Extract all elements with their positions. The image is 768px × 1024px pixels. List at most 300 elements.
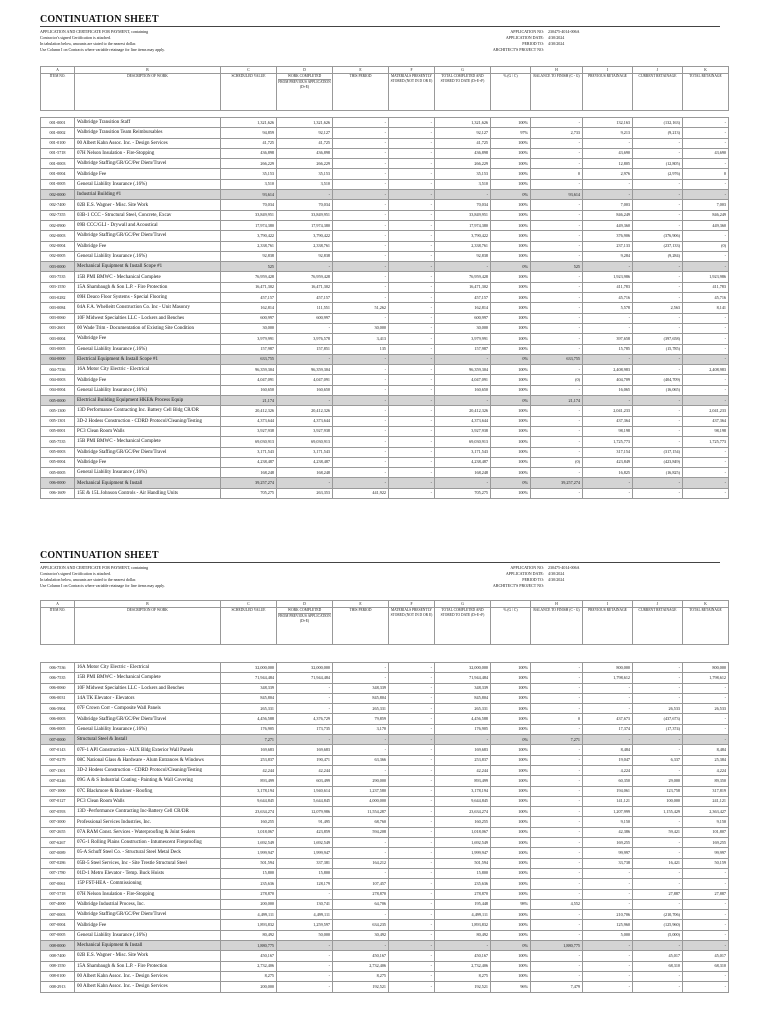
- amount-cell: -: [633, 138, 683, 148]
- column-letter: J: [633, 67, 683, 74]
- amount-cell: -: [683, 128, 729, 138]
- amount-cell: 194,061: [583, 786, 633, 796]
- amount-cell: 29,000: [633, 776, 683, 786]
- column-letter: G: [435, 67, 491, 74]
- amount-cell: 8,275: [221, 971, 277, 981]
- amount-cell: -: [583, 354, 633, 364]
- table-row: [41, 755, 729, 765]
- item-no: 007-0246: [41, 776, 75, 786]
- amount-cell: 98,198: [683, 426, 729, 436]
- amount-cell: 1,880,775: [531, 941, 583, 951]
- amount-cell: 100%: [491, 179, 531, 189]
- amount-cell: -: [389, 899, 435, 909]
- amount-cell: 705,275: [221, 488, 277, 498]
- amount-cell: -: [389, 724, 435, 734]
- table-row: [41, 951, 729, 961]
- amount-cell: -: [531, 910, 583, 920]
- amount-cell: -: [531, 220, 583, 230]
- work-description: 07G-1 Rolling Plains Construction - Intumescent Fireproofing: [75, 838, 221, 848]
- amount-cell: 1,999,947: [277, 848, 333, 858]
- amount-cell: -: [583, 488, 633, 498]
- amount-cell: 32,000,000: [277, 663, 333, 673]
- amount-cell: 33,849,951: [221, 210, 277, 220]
- column-header: TOTAL COMPLETED AND STORED TO DATE (D+E+F): [435, 608, 491, 645]
- work-description: 07C Blackmore & Buckner - Roofing: [75, 786, 221, 796]
- amount-cell: 164,212: [333, 858, 389, 868]
- item-no: 002-7400: [41, 200, 75, 210]
- table-row: [41, 210, 729, 220]
- amount-cell: 893,499: [221, 776, 277, 786]
- amount-cell: -: [389, 118, 435, 128]
- column-header: SCHEDULED VALUE: [221, 608, 277, 645]
- amount-cell: 1,018,067: [221, 827, 277, 837]
- table-row: [41, 961, 729, 971]
- item-no: 003-7535: [41, 272, 75, 282]
- amount-cell: -: [333, 941, 389, 951]
- amount-cell: -: [333, 478, 389, 488]
- table-row: [41, 971, 729, 981]
- item-no: 006-7536: [41, 663, 75, 673]
- amount-cell: -: [583, 971, 633, 981]
- amount-cell: (5,000): [633, 930, 683, 940]
- amount-cell: -: [389, 848, 435, 858]
- period-to-label: PERIOD TO:: [522, 41, 544, 46]
- table-row: [41, 344, 729, 354]
- amount-cell: -: [583, 951, 633, 961]
- amount-cell: -: [389, 365, 435, 375]
- amount-cell: 107,457: [333, 879, 389, 889]
- amount-cell: -: [333, 437, 389, 447]
- amount-cell: 76,959,428: [221, 272, 277, 282]
- work-description: Electrical Equipment & Install Scope #1: [75, 354, 221, 364]
- amount-cell: -: [583, 683, 633, 693]
- amount-cell: -: [333, 200, 389, 210]
- work-description: Walbridge Staffing/GR/GC/Per Diem/Travel: [75, 159, 221, 169]
- item-no: 007-0286: [41, 858, 75, 868]
- amount-cell: 70,034: [277, 200, 333, 210]
- table-row: [41, 683, 729, 693]
- amount-cell: 192,521: [435, 982, 491, 992]
- amount-cell: -: [531, 786, 583, 796]
- amount-cell: 4,456,588: [435, 714, 491, 724]
- amount-cell: 457,157: [221, 293, 277, 303]
- header-line: APPLICATION AND CERTIFICATE FOR PAYMENT, containing: [40, 29, 149, 34]
- amount-cell: 100%: [491, 303, 531, 313]
- work-completed-label: WORK COMPLETED: [278, 608, 331, 614]
- amount-cell: 89,350: [683, 776, 729, 786]
- amount-cell: 449,360: [583, 220, 633, 230]
- amount-cell: -: [531, 488, 583, 498]
- amount-cell: 70,034: [221, 200, 277, 210]
- column-letter: B: [75, 601, 221, 608]
- amount-cell: 411,783: [583, 282, 633, 292]
- table-row: [41, 879, 729, 889]
- amount-cell: 100%: [491, 385, 531, 395]
- table-row: [41, 272, 729, 282]
- amount-cell: 1,725,773: [583, 437, 633, 447]
- amount-cell: -: [389, 755, 435, 765]
- amount-cell: 96%: [491, 982, 531, 992]
- amount-cell: 100%: [491, 118, 531, 128]
- amount-cell: -: [389, 889, 435, 899]
- amount-cell: -: [389, 765, 435, 775]
- table-row: [41, 251, 729, 261]
- amount-cell: 846,249: [583, 210, 633, 220]
- amount-cell: 3,976,578: [277, 334, 333, 344]
- amount-cell: 3,790,422: [221, 231, 277, 241]
- amount-cell: 99,997: [583, 848, 633, 858]
- amount-cell: 50,159: [683, 858, 729, 868]
- amount-cell: -: [333, 406, 389, 416]
- amount-cell: -: [531, 138, 583, 148]
- table-row: [41, 220, 729, 230]
- table-row: [41, 282, 729, 292]
- amount-cell: 4,499,111: [277, 910, 333, 920]
- amount-cell: 100%: [491, 868, 531, 878]
- amount-cell: 100%: [491, 663, 531, 673]
- amount-cell: -: [531, 683, 583, 693]
- amount-cell: 9,150: [583, 817, 633, 827]
- amount-cell: 253,837: [435, 755, 491, 765]
- amount-cell: -: [683, 251, 729, 261]
- amount-cell: 437,364: [583, 416, 633, 426]
- amount-cell: 9,213: [583, 128, 633, 138]
- amount-cell: 265,331: [221, 704, 277, 714]
- item-no: 005-0005: [41, 468, 75, 478]
- amount-cell: -: [333, 663, 389, 673]
- amount-cell: 35,153: [221, 169, 277, 179]
- amount-cell: -: [531, 251, 583, 261]
- table-row: [41, 899, 729, 909]
- work-description: 07A RAM Const. Services - Waterproofing & Joint Sealers: [75, 827, 221, 837]
- amount-cell: -: [531, 704, 583, 714]
- amount-cell: -: [333, 220, 389, 230]
- amount-cell: 4,224: [583, 765, 633, 775]
- work-description: 03B-1 CCC - Structural Steel, Concrete, Excav: [75, 210, 221, 220]
- amount-cell: -: [333, 848, 389, 858]
- amount-cell: 437,673: [583, 714, 633, 724]
- amount-cell: 20,412,326: [435, 406, 491, 416]
- work-description: 02B E.S. Wagner - Misc. Site Work: [75, 951, 221, 961]
- amount-cell: 92,127: [277, 128, 333, 138]
- work-description: 15A Shambaugh & Son L.P. - Fire Protection: [75, 282, 221, 292]
- amount-cell: -: [333, 231, 389, 241]
- amount-cell: 633,755: [221, 354, 277, 364]
- work-description: 07H Nelson Insulation - Fire-Stopping: [75, 148, 221, 158]
- amount-cell: 237,133: [583, 241, 633, 251]
- amount-cell: 100%: [491, 838, 531, 848]
- amount-cell: 42,244: [221, 765, 277, 775]
- amount-cell: 160,650: [221, 385, 277, 395]
- amount-cell: 160,650: [435, 385, 491, 395]
- amount-cell: (16,065): [633, 385, 683, 395]
- work-description: General Liability Insurance (.16%): [75, 385, 221, 395]
- item-no: 006-0031: [41, 693, 75, 703]
- work-description: General Liability Insurance (.16%): [75, 344, 221, 354]
- amount-cell: -: [683, 190, 729, 200]
- amount-cell: 100%: [491, 755, 531, 765]
- amount-cell: -: [333, 272, 389, 282]
- item-no: 004-7536: [41, 365, 75, 375]
- amount-cell: 0: [531, 714, 583, 724]
- amount-cell: 9,644,845: [435, 796, 491, 806]
- amount-cell: -: [389, 745, 435, 755]
- amount-cell: 1,207,999: [583, 807, 633, 817]
- amount-cell: 100%: [491, 231, 531, 241]
- amount-cell: 8,484: [683, 745, 729, 755]
- amount-cell: -: [435, 354, 491, 364]
- amount-cell: -: [389, 920, 435, 930]
- amount-cell: -: [683, 488, 729, 498]
- amount-cell: -: [389, 416, 435, 426]
- header-line: Contractor's signed Certification is attached.: [40, 35, 112, 40]
- amount-cell: -: [583, 868, 633, 878]
- amount-cell: (423,849): [633, 457, 683, 467]
- item-no: 006-7535: [41, 673, 75, 683]
- amount-cell: -: [333, 447, 389, 457]
- amount-cell: 68,310: [633, 961, 683, 971]
- amount-cell: 8,275: [435, 971, 491, 981]
- amount-cell: 100%: [491, 447, 531, 457]
- amount-cell: -: [435, 941, 491, 951]
- item-no: 004-0000: [41, 354, 75, 364]
- item-no: 007-0005: [41, 930, 75, 940]
- item-no: 005-1301: [41, 416, 75, 426]
- table-row: [41, 930, 729, 940]
- amount-cell: 100%: [491, 673, 531, 683]
- amount-cell: 337,381: [277, 858, 333, 868]
- amount-cell: 0%: [491, 262, 531, 272]
- amount-cell: 1,923,986: [583, 272, 633, 282]
- amount-cell: 100%: [491, 488, 531, 498]
- amount-cell: -: [683, 179, 729, 189]
- amount-cell: -: [389, 385, 435, 395]
- amount-cell: -: [633, 868, 683, 878]
- amount-cell: 157,987: [221, 344, 277, 354]
- amount-cell: 15,800: [221, 868, 277, 878]
- amount-cell: 39,257,274: [531, 478, 583, 488]
- application-date: 4/30/2024: [548, 35, 565, 40]
- amount-cell: -: [389, 128, 435, 138]
- amount-cell: 800,000: [683, 663, 729, 673]
- amount-cell: -: [389, 796, 435, 806]
- amount-cell: 16,065: [583, 385, 633, 395]
- amount-cell: 100%: [491, 910, 531, 920]
- amount-cell: 3,171,543: [221, 447, 277, 457]
- amount-cell: 423,859: [277, 827, 333, 837]
- work-description: Structural Steel & Install: [75, 735, 221, 745]
- amount-cell: 100%: [491, 251, 531, 261]
- amount-cell: 634,235: [333, 920, 389, 930]
- work-description: 08C National Glass & Hardware - Alum Entrances & Windows: [75, 755, 221, 765]
- amount-cell: -: [683, 231, 729, 241]
- amount-cell: -: [333, 241, 389, 251]
- amount-cell: 132,163: [583, 118, 633, 128]
- amount-cell: 12,079,986: [277, 807, 333, 817]
- table-row: [41, 323, 729, 333]
- work-description: Walbridge Fee: [75, 920, 221, 930]
- header-notes: [40, 29, 165, 53]
- amount-cell: 845,804: [333, 693, 389, 703]
- amount-cell: -: [389, 251, 435, 261]
- column-letter: C: [221, 601, 277, 608]
- table-row: [41, 920, 729, 930]
- work-description: Walbridge Transition Staff: [75, 118, 221, 128]
- item-no: 005-0003: [41, 447, 75, 457]
- amount-cell: -: [583, 478, 633, 488]
- amount-cell: -: [333, 293, 389, 303]
- amount-cell: -: [583, 941, 633, 951]
- table-row: [41, 478, 729, 488]
- work-description: Mechanical Equipment & Install: [75, 941, 221, 951]
- work-description: 00 Wade Trim - Documentation of Existing Site Condition: [75, 323, 221, 333]
- amount-cell: 26,533: [683, 704, 729, 714]
- column-letter: F: [389, 601, 435, 608]
- amount-cell: 17,974,380: [435, 220, 491, 230]
- amount-cell: -: [389, 190, 435, 200]
- item-no: 006-0060: [41, 683, 75, 693]
- amount-cell: 3,510: [221, 179, 277, 189]
- table-row: [41, 148, 729, 158]
- amount-cell: 192,521: [333, 982, 389, 992]
- amount-cell: 348,339: [333, 683, 389, 693]
- amount-cell: 457,157: [435, 293, 491, 303]
- table-row: [41, 776, 729, 786]
- amount-cell: 4,238,487: [221, 457, 277, 467]
- item-no: 002-7355: [41, 210, 75, 220]
- amount-cell: 71,944,484: [435, 673, 491, 683]
- amount-cell: -: [333, 169, 389, 179]
- item-no: 008-1550: [41, 961, 75, 971]
- table-row: [41, 437, 729, 447]
- amount-cell: -: [531, 663, 583, 673]
- item-no: 007-1780: [41, 868, 75, 878]
- amount-cell: -: [333, 838, 389, 848]
- amount-cell: 26,533: [633, 704, 683, 714]
- amount-cell: 263,353: [277, 488, 333, 498]
- amount-cell: 100%: [491, 817, 531, 827]
- amount-cell: -: [389, 468, 435, 478]
- amount-cell: 98%: [491, 899, 531, 909]
- amount-cell: 100%: [491, 406, 531, 416]
- amount-cell: -: [333, 735, 389, 745]
- table-row: [41, 190, 729, 200]
- amount-cell: 17,974,380: [277, 220, 333, 230]
- amount-cell: -: [683, 344, 729, 354]
- amount-cell: 1,155,429: [633, 807, 683, 817]
- column-letter: H: [531, 601, 583, 608]
- amount-cell: 15,800: [435, 868, 491, 878]
- amount-cell: -: [633, 416, 683, 426]
- amount-cell: -: [277, 396, 333, 406]
- amount-cell: -: [277, 704, 333, 714]
- amount-cell: 63,366: [333, 755, 389, 765]
- amount-cell: (125,960): [633, 920, 683, 930]
- amount-cell: -: [389, 786, 435, 796]
- work-description: Electrical Building Equipment HKE& Process Equip: [75, 396, 221, 406]
- amount-cell: -: [333, 282, 389, 292]
- amount-cell: 45,017: [683, 951, 729, 961]
- amount-cell: 600,997: [277, 313, 333, 323]
- period-to-label: PERIOD TO:: [522, 577, 544, 582]
- amount-cell: 200,000: [221, 899, 277, 909]
- amount-cell: 600,997: [435, 313, 491, 323]
- table-row: [41, 231, 729, 241]
- amount-cell: 1,893,832: [435, 920, 491, 930]
- amount-cell: 705,275: [435, 488, 491, 498]
- amount-cell: 169,683: [277, 745, 333, 755]
- column-header: % (G / C): [491, 74, 531, 111]
- item-no: 008-2913: [41, 982, 75, 992]
- column-header: BALANCE TO FINISH (C - G): [531, 74, 583, 111]
- amount-cell: 100%: [491, 344, 531, 354]
- amount-cell: -: [389, 323, 435, 333]
- amount-cell: 30,000: [435, 323, 491, 333]
- amount-cell: (437,673): [633, 714, 683, 724]
- amount-cell: (12,805): [633, 159, 683, 169]
- amount-cell: 1,798,612: [683, 673, 729, 683]
- amount-cell: 3,927,938: [435, 426, 491, 436]
- amount-cell: -: [531, 858, 583, 868]
- amount-cell: -: [633, 478, 683, 488]
- amount-cell: -: [583, 396, 633, 406]
- amount-cell: 100%: [491, 468, 531, 478]
- amount-cell: 2,363,427: [683, 807, 729, 817]
- table-row: [41, 262, 729, 272]
- amount-cell: -: [531, 817, 583, 827]
- amount-cell: 501,594: [221, 858, 277, 868]
- amount-cell: 411,783: [683, 282, 729, 292]
- amount-cell: 441,922: [333, 488, 389, 498]
- amount-cell: -: [683, 899, 729, 909]
- amount-cell: -: [531, 920, 583, 930]
- amount-cell: -: [389, 169, 435, 179]
- amount-cell: 3,979,991: [221, 334, 277, 344]
- amount-cell: 20,412,326: [221, 406, 277, 416]
- architect-project-label: ARCHITECT'S PROJECT NO:: [492, 47, 544, 52]
- amount-cell: 100%: [491, 313, 531, 323]
- amount-cell: -: [333, 396, 389, 406]
- item-no: 007-0004: [41, 920, 75, 930]
- amount-cell: -: [683, 982, 729, 992]
- table-row: [41, 241, 729, 251]
- amount-cell: -: [683, 478, 729, 488]
- amount-cell: -: [333, 313, 389, 323]
- work-description: Walbridge Staffing/GR/GC/Per Diem/Travel: [75, 910, 221, 920]
- amount-cell: 43,690: [583, 148, 633, 158]
- column-letter: I: [583, 601, 633, 608]
- amount-cell: -: [333, 118, 389, 128]
- amount-cell: 42,244: [277, 765, 333, 775]
- amount-cell: 1,321,626: [435, 118, 491, 128]
- item-no: 007-1301: [41, 765, 75, 775]
- header-line: Contractor's signed Certification is attached.: [40, 571, 112, 576]
- amount-cell: -: [633, 437, 683, 447]
- amount-cell: -: [389, 375, 435, 385]
- application-meta: [480, 565, 580, 589]
- amount-cell: -: [633, 838, 683, 848]
- work-description: 15E & 15L Johnson Controls - Air Handling Units: [75, 488, 221, 498]
- amount-cell: 893,499: [435, 776, 491, 786]
- amount-cell: 423,849: [583, 457, 633, 467]
- amount-cell: 69,030,913: [221, 437, 277, 447]
- amount-cell: 1,692,549: [221, 838, 277, 848]
- amount-cell: 633,755: [531, 354, 583, 364]
- amount-cell: 265,331: [333, 704, 389, 714]
- amount-cell: -: [583, 889, 633, 899]
- amount-cell: 16,421: [633, 858, 683, 868]
- amount-cell: -: [435, 396, 491, 406]
